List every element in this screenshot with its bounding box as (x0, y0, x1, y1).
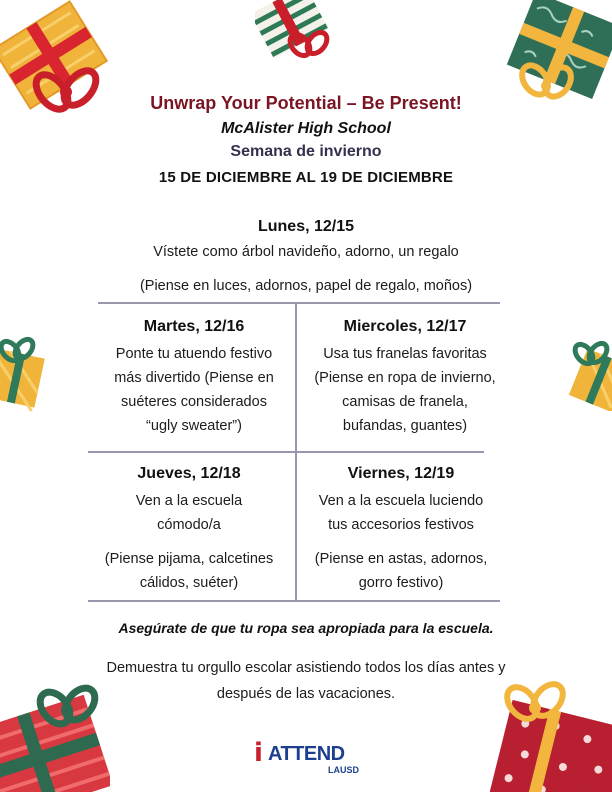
gift-top-center-icon (255, 0, 335, 65)
grid-divider-vertical (295, 302, 297, 600)
day-heading: Jueves, 12/18 (137, 465, 241, 482)
day-line: bufandas, guantes) (342, 418, 468, 434)
gift-left-middle-icon (0, 334, 48, 414)
school-pride-message (0, 655, 612, 707)
logo-i: i (254, 738, 263, 768)
day-line: suéteres considerados (121, 394, 267, 410)
grid-divider-middle (88, 451, 484, 453)
pride-line: Demuestra tu orgullo escolar asistiendo todos los días antes y (106, 660, 506, 676)
dress-code-note: Asegúrate de que tu ropa sea apropiada para la escuela. (118, 620, 494, 636)
day-heading: Viernes, 12/19 (347, 465, 455, 482)
day-line: Ven a la escuela luciendo (318, 493, 484, 509)
day-friday (298, 465, 504, 595)
day-description: Vístete como árbol navideño, adorno, un regalo (153, 244, 459, 260)
day-thursday (86, 465, 292, 595)
day-line: (Piense pijama, calcetines (104, 551, 274, 567)
day-line: cálidos, suéter) (139, 575, 239, 591)
pride-line: después de las vacaciones. (216, 686, 396, 702)
day-monday (0, 218, 612, 298)
logo-word: ATTEND (268, 743, 345, 765)
day-line: tus accesorios festivos (328, 517, 474, 533)
day-line: Ven a la escuela (135, 493, 243, 509)
day-line: cómodo/a (157, 517, 221, 533)
day-line: (Piense en astas, adornos, (314, 551, 488, 567)
gift-right-middle-icon (566, 336, 612, 411)
day-line: más divertido (Piense en (114, 370, 274, 386)
day-line: Usa tus franelas favoritas (323, 346, 487, 362)
iattend-logo (254, 738, 360, 778)
day-line: gorro festivo) (358, 575, 444, 591)
day-wednesday (298, 318, 512, 438)
day-line: Ponte tu atuendo festivo (115, 346, 273, 362)
logo-subtext: LAUSD (328, 765, 359, 775)
grid-divider-top (98, 302, 500, 304)
flyer-title: Unwrap Your Potential – Be Present! (150, 93, 462, 113)
week-name: Semana de invierno (230, 143, 382, 160)
day-line: camisas de franela, (342, 394, 468, 410)
grid-divider-bottom (88, 600, 500, 602)
day-examples: (Piense en luces, adornos, papel de regalo, moños) (139, 278, 473, 294)
gift-top-right-icon (500, 0, 612, 108)
day-line: (Piense en ropa de invierno, (314, 370, 496, 386)
day-heading: Lunes, 12/15 (257, 218, 355, 235)
day-heading: Miercoles, 12/17 (343, 318, 467, 335)
school-name: McAlister High School (221, 120, 391, 137)
day-tuesday (96, 318, 292, 438)
day-line: “ugly sweater”) (146, 418, 242, 434)
date-range: 15 DE DICIEMBRE AL 19 DE DICIEMBRE (158, 169, 454, 186)
day-heading: Martes, 12/16 (143, 318, 245, 335)
